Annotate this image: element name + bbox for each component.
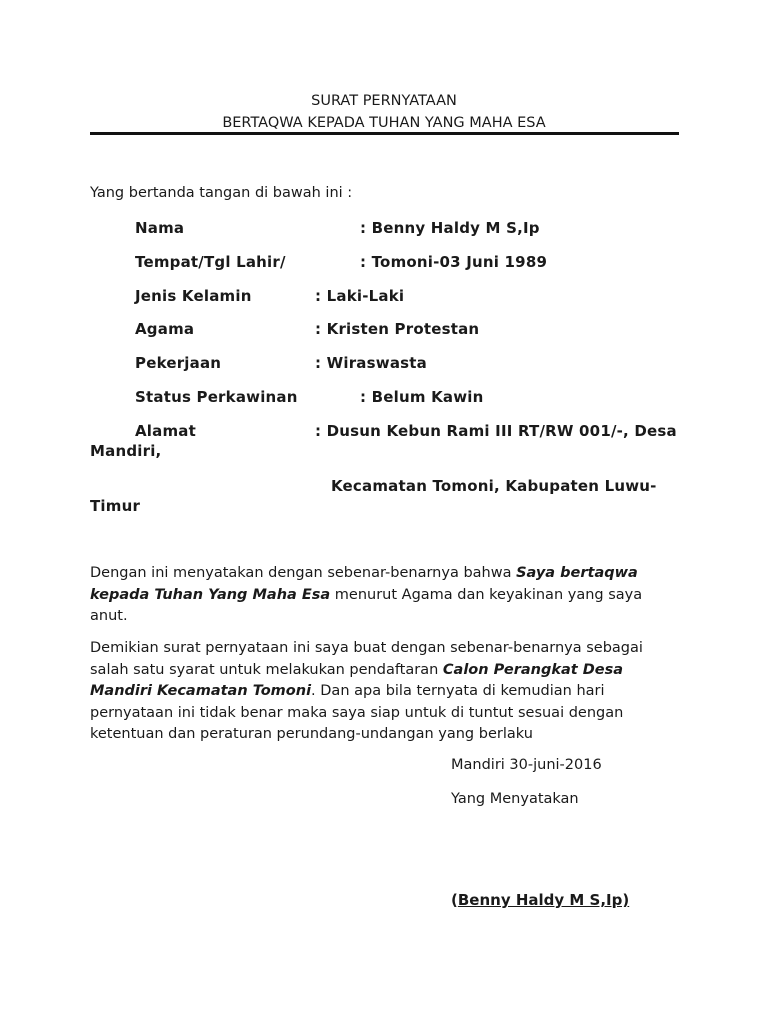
title-underline-divider	[90, 132, 679, 135]
signatory-name-block	[451, 891, 629, 909]
field-value-nama: : Benny Haldy M S,Ip	[360, 219, 540, 237]
document-title: SURAT PERNYATAAN	[311, 93, 457, 109]
field-value-jenis-kelamin: : Laki-Laki	[315, 287, 405, 305]
field-label-nama: Nama	[135, 219, 185, 237]
place-date: Mandiri 30-juni-2016	[451, 757, 602, 773]
field-value-alamat-line3: Kecamatan Tomoni, Kabupaten Luwu-	[331, 477, 657, 495]
field-value-ttl: : Tomoni-03 Juni 1989	[360, 253, 548, 271]
statement-paragraph	[90, 563, 680, 628]
statement-text-part1: Dengan ini menyatakan dengan sebenar-benarnya bahwa	[90, 565, 517, 581]
signatory-open-paren: (	[451, 891, 458, 909]
statement-emphasis: Saya bertaqwa kepada Tuhan Yang Maha Esa	[90, 565, 638, 603]
field-value-pekerjaan: : Wiraswasta	[315, 354, 427, 372]
signatory-label: Yang Menyatakan	[451, 791, 579, 807]
field-label-jenis-kelamin: Jenis Kelamin	[135, 287, 252, 305]
field-value-alamat-line1: : Dusun Kebun Rami III RT/RW 001/-, Desa	[315, 422, 677, 440]
intro-text: Yang bertanda tangan di bawah ini :	[90, 185, 353, 201]
field-label-alamat: Alamat	[135, 422, 196, 440]
field-value-alamat-line2: Mandiri,	[90, 442, 162, 460]
field-value-agama: : Kristen Protestan	[315, 320, 480, 338]
document-subtitle: BERTAQWA KEPADA TUHAN YANG MAHA ESA	[222, 115, 546, 131]
field-label-pekerjaan: Pekerjaan	[135, 354, 222, 372]
field-value-status: : Belum Kawin	[360, 388, 484, 406]
closing-text-part1: Demikian surat pernyataan ini saya buat dengan sebenar-benarnya sebagai salah satu syarat untuk melakukan pendaftaran	[90, 640, 643, 678]
field-value-alamat-line4: Timur	[90, 497, 141, 515]
closing-text-part2: . Dan apa bila ternyata di kemudian hari pernyataan ini tidak benar maka saya siap untuk di tuntut sesuai dengan ketentuan dan peraturan perundang-undangan yang berlaku	[90, 683, 624, 742]
closing-paragraph	[90, 638, 680, 746]
field-label-ttl: Tempat/Tgl Lahir/	[135, 253, 286, 271]
statement-text-part2: menurut Agama dan keyakinan yang saya anut.	[90, 586, 643, 624]
closing-emphasis: Calon Perangkat Desa Mandiri Kecamatan Tomoni	[90, 661, 624, 699]
field-label-agama: Agama	[135, 320, 195, 338]
field-label-status: Status Perkawinan	[135, 388, 298, 406]
signatory-name: Benny Haldy M S,Ip)	[457, 891, 630, 909]
